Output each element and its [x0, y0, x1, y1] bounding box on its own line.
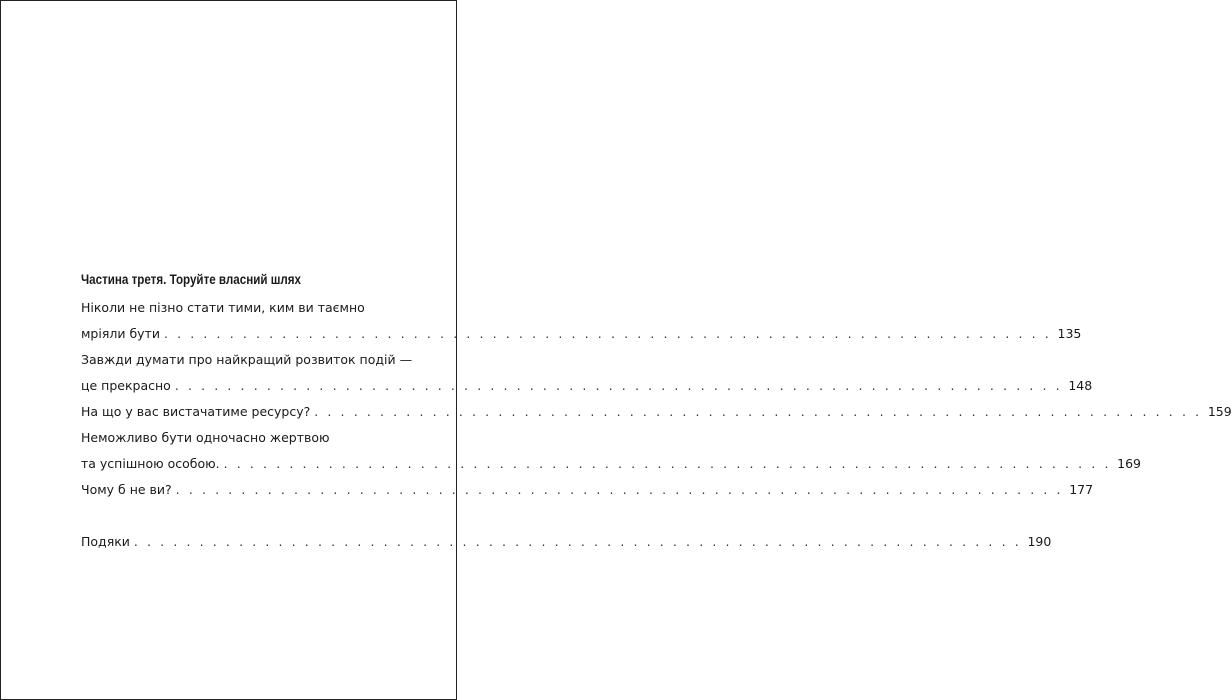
- toc-entry-title-line2: це прекрасно: [81, 378, 171, 393]
- toc-page-number: 159: [1207, 404, 1232, 419]
- dot-leader: . . . . . . . . . . . . . . . . . . . . . . . . . . . . . . . . . . . . . . . . . . . . . . . . . . . . . . . . . . . . . . . . . . . .: [133, 534, 1022, 549]
- dot-leader: . . . . . . . . . . . . . . . . . . . . . . . . . . . . . . . . . . . . . . . . . . . . . . . . . . . . . . . . . . . . . . . . . . . .: [175, 482, 1064, 497]
- toc-entry-line: [81, 399, 1232, 425]
- toc-entry-line: [81, 347, 413, 373]
- toc-entry-line: [81, 477, 1094, 503]
- toc-page-number: 135: [1057, 326, 1082, 341]
- toc-entry-line: [81, 295, 401, 321]
- toc-page-number: 177: [1069, 482, 1094, 497]
- toc-page-number: 169: [1117, 456, 1142, 471]
- part-title: Частина третя. Торуйте власний шлях: [81, 272, 302, 287]
- toc-entry-title-line1: Ніколи не пізно стати тими, ким ви таємно: [81, 300, 365, 315]
- section-gap: [81, 503, 401, 529]
- toc-entry-line: [81, 529, 1052, 555]
- toc-entry: [81, 399, 1232, 425]
- toc-entry: [81, 425, 1142, 477]
- dot-leader: . . . . . . . . . . . . . . . . . . . . . . . . . . . . . . . . . . . . . . . . . . . . . . . . . . . . . . . . . . . . . . . . . . . .: [174, 378, 1063, 393]
- toc-entry: [81, 347, 1093, 399]
- dot-leader: . . . . . . . . . . . . . . . . . . . . . . . . . . . . . . . . . . . . . . . . . . . . . . . . . . . . . . . . . . . . . . . . . . . .: [223, 456, 1112, 471]
- toc-entry-line: [81, 425, 401, 451]
- toc-page-number: 190: [1027, 534, 1052, 549]
- toc-entry: [81, 295, 1082, 347]
- toc-entry-title-line2: та успішною особою.: [81, 456, 220, 471]
- toc-page-number: 148: [1068, 378, 1093, 393]
- dot-leader: . . . . . . . . . . . . . . . . . . . . . . . . . . . . . . . . . . . . . . . . . . . . . . . . . . . . . . . . . . . . . . . . . . . .: [314, 404, 1202, 419]
- toc-entry-title: На що у вас вистачатиме ресурсу?: [81, 404, 311, 419]
- toc-entry: [81, 477, 1094, 503]
- toc-entry-title-line1: Неможливо бути одночасно жертвою: [81, 430, 330, 445]
- toc-entry-line: [81, 373, 1093, 399]
- dot-leader: . . . . . . . . . . . . . . . . . . . . . . . . . . . . . . . . . . . . . . . . . . . . . . . . . . . . . . . . . . . . . . . . . . . .: [163, 326, 1052, 341]
- toc-entry-title: Подяки: [81, 534, 130, 549]
- table-of-contents: [81, 269, 1232, 555]
- toc-entry-line: [81, 321, 1082, 347]
- toc-entry-acknowledgements: [81, 529, 1052, 555]
- toc-entry-title-line1: Завжди думати про найкращий розвиток подій —: [81, 352, 413, 367]
- toc-entry-line: [81, 451, 1142, 477]
- toc-entry-title-line2: мріяли бути: [81, 326, 160, 341]
- toc-entry-title: Чому б не ви?: [81, 482, 172, 497]
